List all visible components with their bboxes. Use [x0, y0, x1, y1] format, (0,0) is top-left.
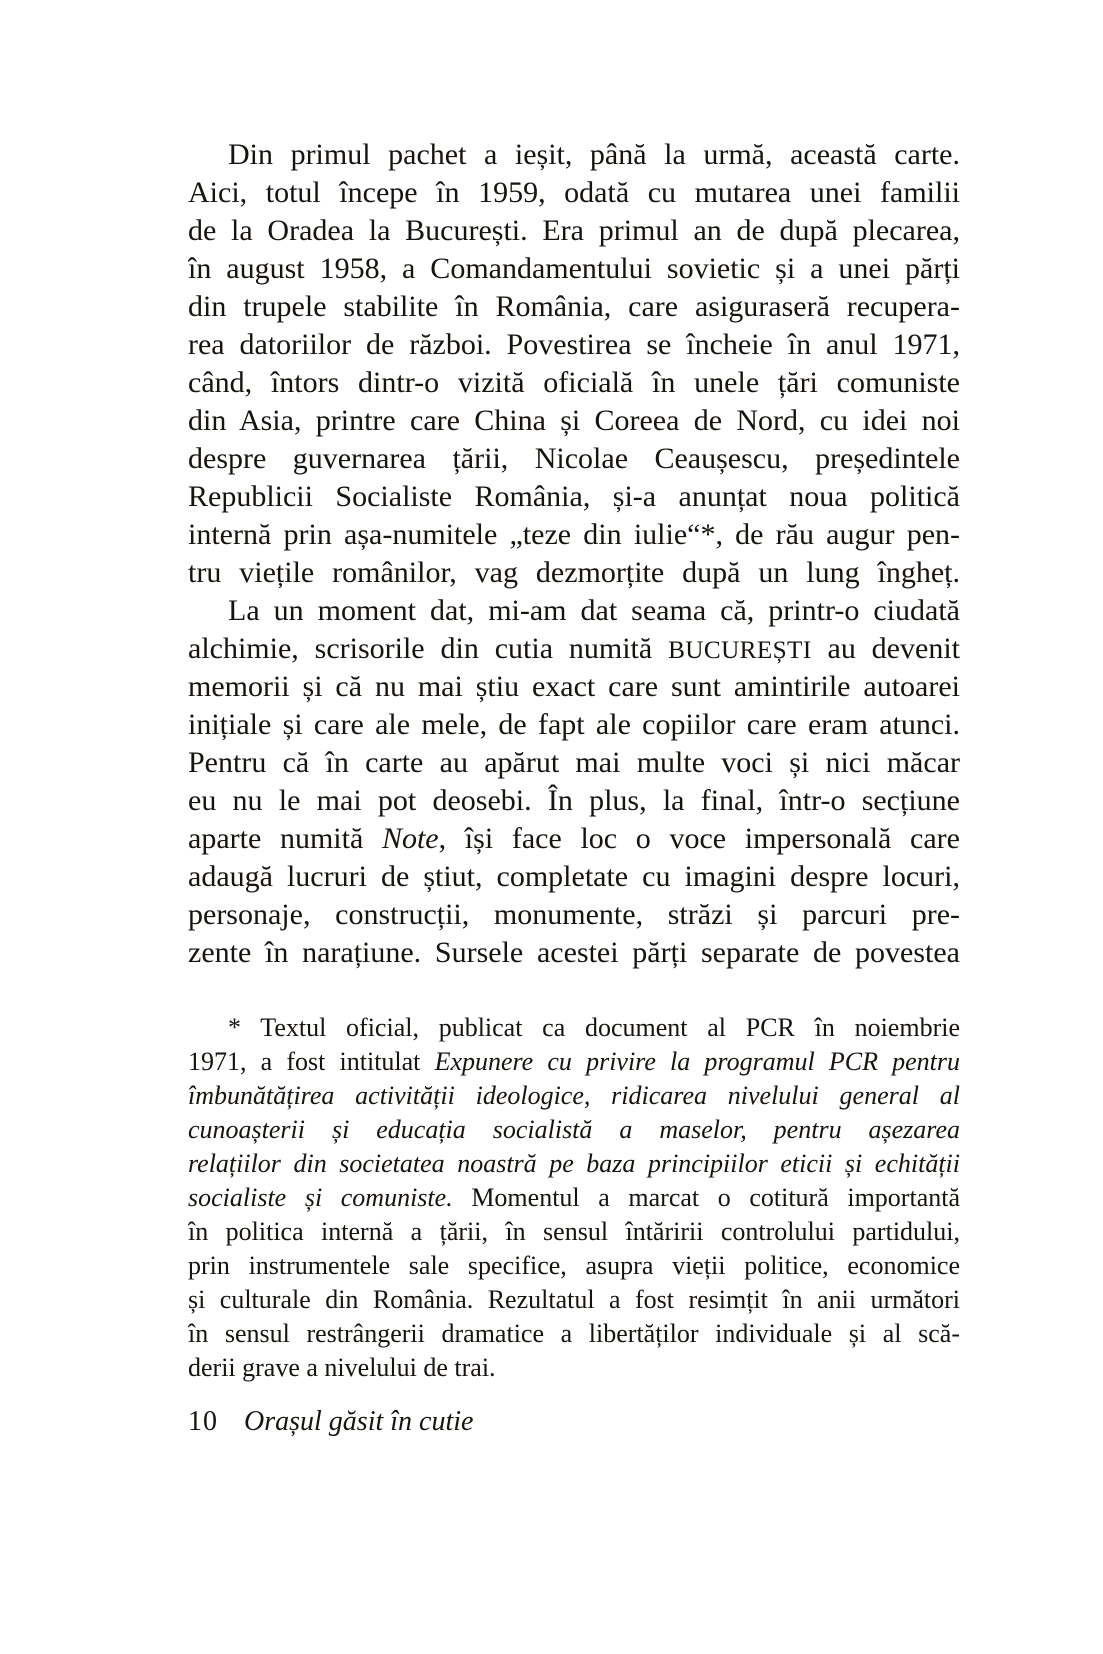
- text-line: [188, 668, 960, 706]
- italic-text-segment: relațiilor din societatea noastră pe baza principiilor eticii și echității: [188, 1149, 960, 1178]
- text-line: [188, 630, 960, 668]
- text-line: [188, 326, 960, 364]
- text-segment: adaugă lucruri de știut, completate cu imagini despre locuri,: [188, 860, 960, 893]
- text-line: [188, 212, 960, 250]
- text-line: [188, 1283, 960, 1317]
- italic-text-segment: socialiste și comuniste.: [188, 1183, 453, 1212]
- text-line: [188, 1351, 960, 1385]
- italic-text-segment: Note: [381, 822, 439, 855]
- text-segment: internă prin așa-numitele „teze din iulie“*, de rău augur pen-: [188, 518, 960, 551]
- text-line: [188, 1147, 960, 1181]
- italic-text-segment: cunoașterii și educația socialistă a maselor, pentru așezarea: [188, 1115, 960, 1144]
- paragraph-1: [188, 136, 960, 592]
- running-title: Orașul găsit în cutie: [244, 1406, 474, 1437]
- text-segment: Din primul pachet a ieșit, până la urmă, această carte.: [228, 138, 960, 171]
- text-line: [188, 440, 960, 478]
- italic-text-segment: Expunere cu privire la programul PCR pentru: [434, 1047, 960, 1076]
- text-line: [188, 1249, 960, 1283]
- text-line: [188, 896, 960, 934]
- text-line: [188, 592, 960, 630]
- text-segment: memorii și că nu mai știu exact care sunt amintirile autoarei: [188, 670, 960, 703]
- text-segment: La un moment dat, mi-am dat seama că, printr-o ciudată: [228, 594, 960, 627]
- caps-text-segment: BUCUREȘTI: [668, 637, 812, 664]
- text-line: [188, 554, 960, 592]
- text-line: [188, 174, 960, 212]
- text-segment: despre guvernarea țării, Nicolae Ceaușescu, președintele: [188, 442, 960, 475]
- text-line: [188, 1011, 960, 1045]
- text-segment: zente în narațiune. Sursele acestei părți separate de povestea: [188, 936, 960, 969]
- text-line: [188, 402, 960, 440]
- text-segment: în sensul restrângerii dramatice a libertăților individuale și al scă-: [188, 1319, 960, 1348]
- text-segment: alchimie, scrisorile din cutia numită: [188, 632, 669, 665]
- text-segment: și culturale din România. Rezultatul a fost resimțit în anii următori: [188, 1285, 960, 1314]
- text-segment: * Textul oficial, publicat ca document al PCR în noiembrie: [228, 1013, 960, 1042]
- text-line: [188, 1079, 960, 1113]
- page-number: 10: [188, 1406, 218, 1437]
- italic-text-segment: îmbunătățirea activității ideologice, ridicarea nivelului general al: [188, 1081, 960, 1110]
- text-line: [188, 288, 960, 326]
- text-line: [188, 1317, 960, 1351]
- text-segment: din trupele stabilite în România, care asiguraseră recupera-: [188, 290, 960, 323]
- text-segment: personaje, construcții, monumente, străzi și parcuri pre-: [188, 898, 960, 931]
- text-line: [188, 1181, 960, 1215]
- text-segment: Republicii Socialiste România, și-a anunțat noua politică: [188, 480, 960, 513]
- text-segment: , își face loc o voce impersonală care: [438, 822, 960, 855]
- text-line: [188, 744, 960, 782]
- text-line: [188, 478, 960, 516]
- text-line: [188, 1215, 960, 1249]
- text-segment: eu nu le mai pot deosebi. În plus, la final, într-o secțiune: [188, 784, 960, 817]
- text-segment: rea datoriilor de război. Povestirea se încheie în anul 1971,: [188, 328, 960, 361]
- text-segment: aparte numită: [188, 822, 382, 855]
- text-segment: Momentul a marcat o cotitură importantă: [452, 1183, 960, 1212]
- text-line: [188, 1045, 960, 1079]
- text-segment: prin instrumentele sale specifice, asupra vieții politice, economice: [188, 1251, 960, 1280]
- text-segment: de la Oradea la București. Era primul an de după plecarea,: [188, 214, 960, 247]
- text-segment: când, întors dintr-o vizită oficială în unele țări comuniste: [188, 366, 960, 399]
- text-line: [188, 1113, 960, 1147]
- text-line: [188, 782, 960, 820]
- text-segment: derii grave a nivelului de trai.: [188, 1353, 496, 1382]
- text-segment: 1971, a fost intitulat: [188, 1047, 435, 1076]
- text-line: [188, 516, 960, 554]
- text-segment: din Asia, printre care China și Coreea de Nord, cu idei noi: [188, 404, 960, 437]
- text-segment: Aici, totul începe în 1959, odată cu mutarea unei familii: [188, 176, 960, 209]
- paragraph-2: [188, 592, 960, 972]
- text-line: [188, 250, 960, 288]
- text-line: [188, 706, 960, 744]
- text-segment: în august 1958, a Comandamentului sovietic și a unei părți: [188, 252, 960, 285]
- text-line: [188, 858, 960, 896]
- text-segment: Pentru că în carte au apărut mai multe voci și nici măcar: [188, 746, 960, 779]
- text-block: [188, 136, 960, 1439]
- text-line: [188, 364, 960, 402]
- footnote-block: [188, 1011, 960, 1385]
- text-segment: inițiale și care ale mele, de fapt ale copiilor care eram atunci.: [188, 708, 960, 741]
- page-footer: [188, 1405, 960, 1439]
- text-segment: în politica internă a țării, în sensul întăririi controlului partidului,: [188, 1217, 960, 1246]
- text-line: [188, 934, 960, 972]
- text-line: [188, 136, 960, 174]
- text-line: [188, 820, 960, 858]
- text-segment: au devenit: [811, 632, 960, 665]
- text-segment: tru viețile românilor, vag dezmorțite după un lung îngheț.: [188, 556, 960, 589]
